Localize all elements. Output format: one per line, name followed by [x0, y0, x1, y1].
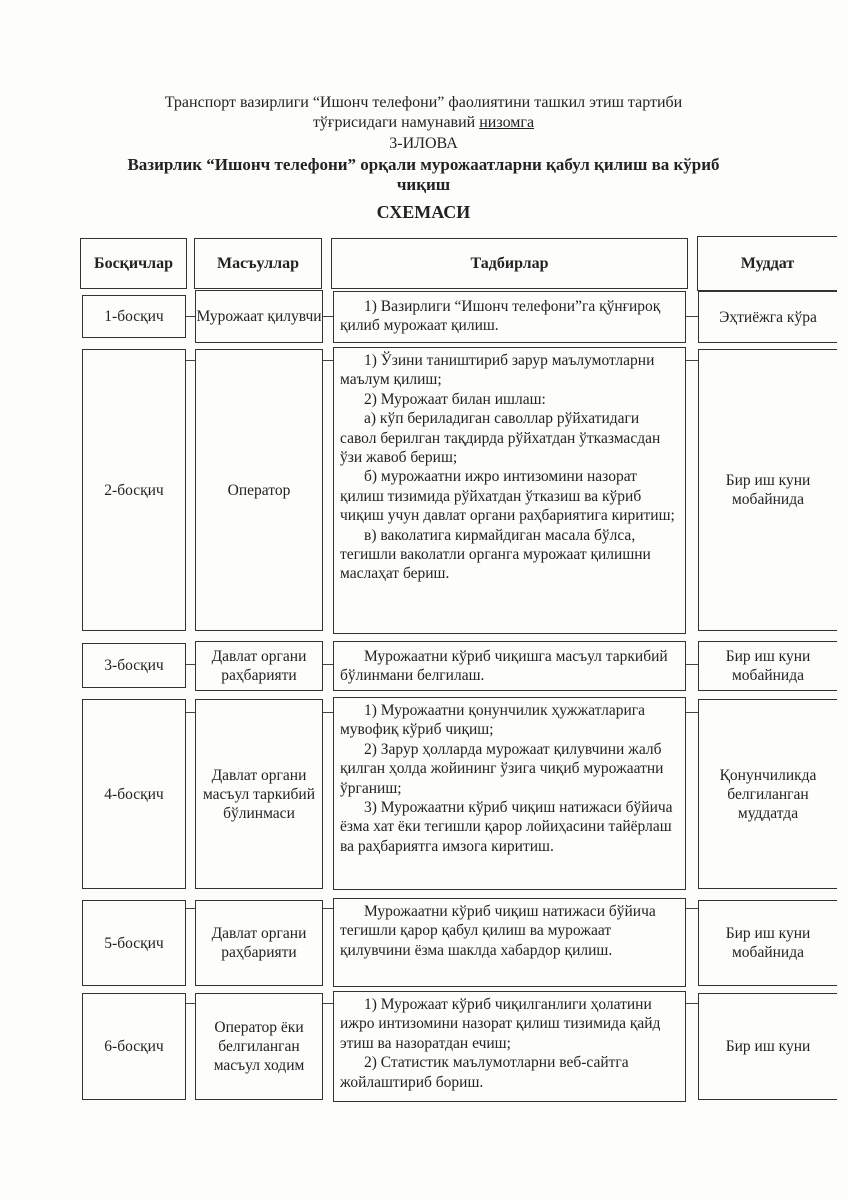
stage-1-cell: 1-босқич: [82, 295, 186, 338]
row-5-connector: [686, 908, 698, 909]
row-3-connector: [186, 664, 195, 665]
subtitle-line1: Транспорт вазирлиги “Ишонч телефони” фаолиятини ташкил этиш тартиби: [164, 94, 683, 111]
action-text: а) кўп бериладиган саволлар рўйхатидаги савол берилган тақдирда рўйхатдан ўтказмасдан ўзи жавоб бериш;: [340, 410, 661, 467]
responsible-1-cell: Мурожаат қилувчи: [195, 290, 323, 343]
title-line1: Вазирлик “Ишонч телефони” орқали мурожаатларни қабул қилиш ва кўриб: [127, 155, 720, 174]
row-6-connector: [323, 1003, 333, 1004]
actions-2-cell: [333, 347, 686, 634]
stage-5-cell: 5-босқич: [82, 900, 186, 986]
column-header-actions: Тадбирлар: [331, 238, 688, 289]
action-text: 2) Статистик маълумотларни веб-сайтга жойлаштириб бориш.: [340, 1054, 629, 1091]
row-3-connector: [686, 664, 698, 665]
row-2-connector: [686, 360, 698, 361]
row-5-connector: [186, 908, 195, 909]
stage-6-cell: 6-босқич: [82, 993, 186, 1100]
column-header-deadline: Муддат: [697, 236, 837, 291]
row-4-connector: [686, 712, 698, 713]
actions-5-cell: [333, 898, 686, 987]
action-text: в) ваколатига кирмайдиган масала бўлса, тегишли ваколатли органга мурожаат қилишни маслаҳат бериш.: [340, 526, 651, 583]
column-header-responsible: Масъуллар: [194, 238, 322, 289]
action-text: 1) Мурожаатни қонунчилик ҳужжатларига мувофиқ кўриб чиқиш;: [340, 702, 645, 739]
document-title: [0, 155, 847, 195]
action-text: 1) Вазирлиги “Ишонч телефони”га қўнғироқ қилиб мурожаат қилиш.: [340, 298, 661, 335]
row-2-connector: [323, 360, 333, 361]
responsible-3-cell: Давлат органи раҳбарияти: [195, 641, 323, 691]
document-subtitle: [0, 93, 847, 133]
action-text: 2) Мурожаат билан ишлаш:: [364, 390, 546, 408]
stage-3-cell: 3-босқич: [82, 643, 186, 688]
action-text: Мурожаатни кўриб чиқиш натижаси бўйича тегишли қарор қабул қилиш ва мурожаат қилувчини ёзма шаклда хабардор қилиш.: [340, 903, 656, 959]
row-4-connector: [323, 712, 333, 713]
responsible-2-cell: Оператор: [195, 349, 323, 631]
subtitle-line2-text: тўғрисидаги намунавий: [312, 114, 480, 131]
title-line2: чиқиш: [396, 175, 451, 194]
column-header-stages: Босқичлар: [80, 238, 187, 289]
deadline-6-cell: Бир иш куни: [698, 993, 837, 1100]
appendix-number: 3-ИЛОВА: [389, 135, 458, 152]
action-text: 3) Мурожаатни кўриб чиқиш натижаси бўйича ёзма хат ёки тегишли қарор лойиҳасини тайёрлаш ва раҳбариятга имзога киритиш.: [340, 799, 673, 855]
deadline-1-cell: Эҳтиёжга кўра: [698, 291, 837, 343]
row-5-connector: [323, 908, 333, 909]
responsible-5-cell: Давлат органи раҳбарияти: [195, 900, 323, 986]
schema-heading: СХЕМАСИ: [376, 202, 471, 222]
actions-3-cell: [333, 641, 686, 691]
action-text: 2) Зарур ҳолларда мурожаат қилувчини жалб қилган ҳолда жойининг ўзига чиқиб мурожаатни ўрганиш;: [340, 740, 664, 797]
deadline-4-cell: Қонунчиликда белгиланган муддатда: [698, 699, 837, 889]
row-2-connector: [186, 360, 195, 361]
action-text: Мурожаатни кўриб чиқишга масъул таркибий бўлинмани белгилаш.: [340, 648, 668, 685]
row-6-connector: [186, 1003, 195, 1004]
row-1-connector: [686, 316, 698, 317]
responsible-4-cell: Давлат органи масъул таркибий бўлинмаси: [195, 699, 323, 889]
subtitle-line2: [0, 113, 847, 133]
deadline-3-cell: Бир иш куни мобайнида: [698, 641, 837, 691]
row-3-connector: [323, 664, 333, 665]
action-text: 1) Ўзини таништириб зарур маълумотларни маълум қилиш;: [340, 352, 655, 389]
actions-4-cell: [333, 697, 686, 890]
row-1-connector: [186, 316, 195, 317]
action-text: б) мурожаатни ижро интизомини назорат қилиш тизимида рўйхатдан ўтказиш ва кўриб чиқиш учун давлат органи раҳбариятига киритиш;: [340, 468, 675, 525]
action-text: 1) Мурожаат кўриб чиқилганлиги ҳолатини ижро интизомини назорат қилиш тизимида қайд этиш ва назоратдан ечиш;: [340, 996, 661, 1052]
row-4-connector: [186, 712, 195, 713]
stage-4-cell: 4-босқич: [82, 699, 186, 889]
deadline-5-cell: Бир иш куни мобайнида: [698, 900, 837, 986]
row-1-connector: [323, 316, 333, 317]
actions-1-cell: [333, 291, 686, 343]
stage-2-cell: 2-босқич: [82, 349, 186, 631]
row-6-connector: [686, 1003, 698, 1004]
regulation-link[interactable]: низомга: [479, 114, 535, 131]
deadline-2-cell: Бир иш куни мобайнида: [698, 349, 837, 631]
responsible-6-cell: Оператор ёки белгиланган масъул ходим: [195, 993, 323, 1100]
actions-6-cell: [333, 991, 686, 1102]
